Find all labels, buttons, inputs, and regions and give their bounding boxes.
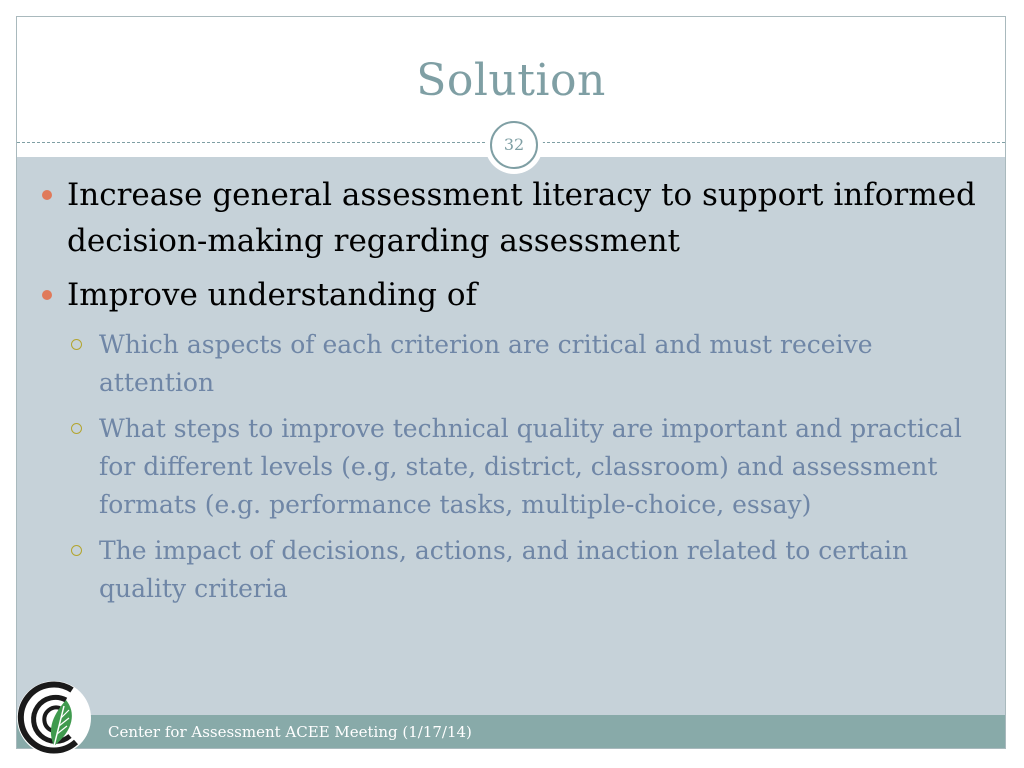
page-number-badge [485,116,543,174]
sub-bullet-text: Which aspects of each criterion are critical and must receive attention [99,330,873,397]
ring-bullet-icon [71,545,82,556]
sub-bullet-text: What steps to improve technical quality are important and practical for different levels (e.g, state, district, classroom) and assessment formats (e.g. performance tasks, multiple-choice, essay) [99,414,962,519]
bullet-list [39,172,979,616]
slide [16,16,1006,749]
sub-bullet-text: The impact of decisions, actions, and inaction related to certain quality criteria [99,536,909,603]
slide-title: Solution [416,55,606,106]
center-for-assessment-logo-icon [14,678,94,758]
bullet-dot-icon [42,190,52,200]
footer-text: Center for Assessment ACEE Meeting (1/17/14) [108,723,472,741]
bullet-item [39,272,979,318]
bullet-text: Increase general assessment literacy to support informed decision-making regarding assessment [67,177,976,259]
sub-bullet-list [39,326,979,608]
ring-bullet-icon [71,423,82,434]
bullet-text: Improve understanding of [67,277,477,313]
sub-bullet-item [39,410,979,524]
sub-bullet-item [39,532,979,608]
footer-bar [17,715,1005,749]
sub-bullet-item [39,326,979,402]
sub-bullet-group [39,326,979,608]
ring-bullet-icon [71,339,82,350]
bullet-dot-icon [42,290,52,300]
bullet-item [39,172,979,264]
page-number: 32 [490,121,538,169]
